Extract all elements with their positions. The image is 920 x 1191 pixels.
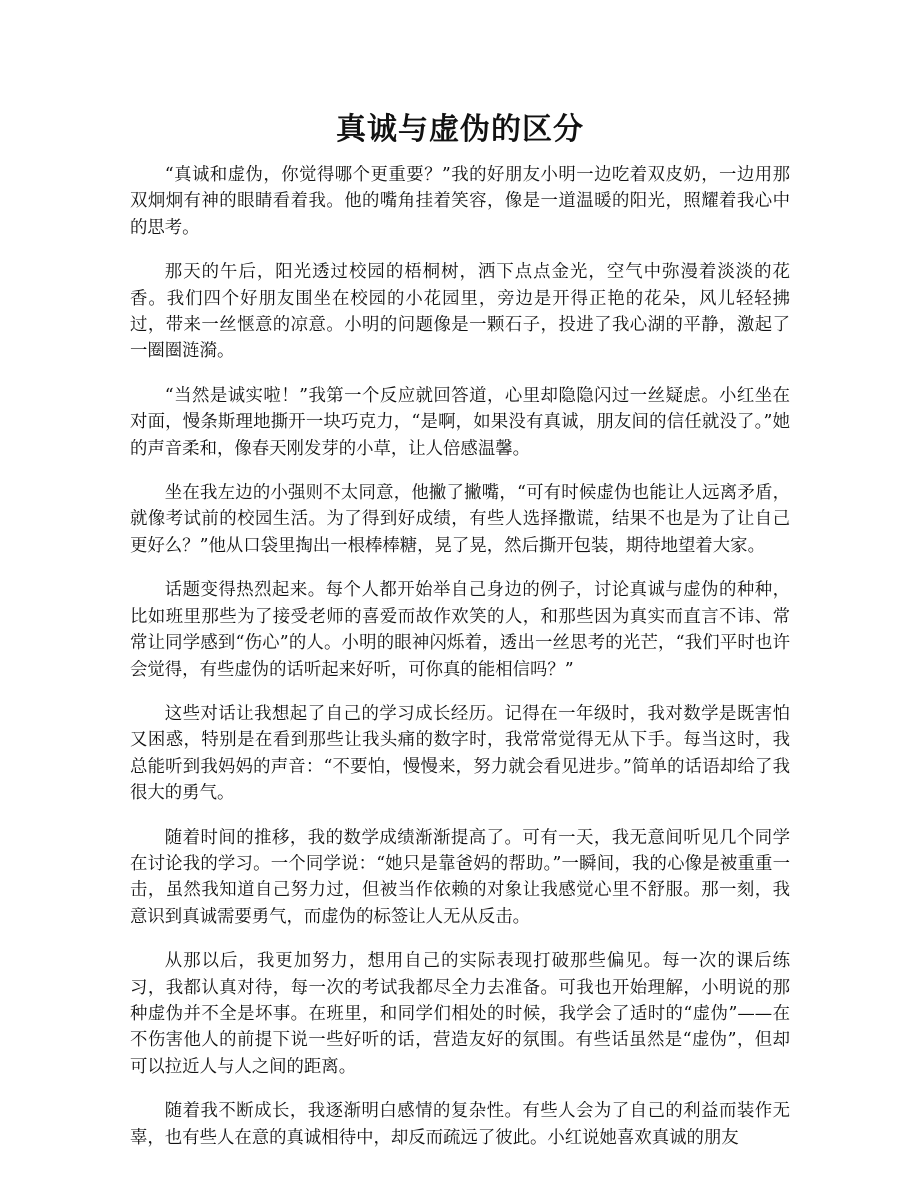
paragraph: 那天的午后，阳光透过校园的梧桐树，洒下点点金光，空气中弥漫着淡淡的花香。我们四个好朋友围坐在校园的小花园里，旁边是开得正艳的花朵，风儿轻轻拂过，带来一丝惬意的凉意。小明的问题像是一颗石子，投进了我心湖的平静，激起了一圈圈涟漪。 xyxy=(130,262,790,362)
paragraph: “当然是诚实啦！”我第一个反应就回答道，心里却隐隐闪过一丝疑虑。小红坐在对面，慢条斯理地撕开一块巧克力，“是啊，如果没有真诚，朋友间的信任就没了。”她的声音柔和，像春天刚发芽的小草，让人倍感温馨。 xyxy=(130,385,790,459)
paragraph: 坐在我左边的小强则不太同意，他撇了撇嘴，“可有时候虚伪也能让人远离矛盾，就像考试前的校园生活。为了得到好成绩，有些人选择撒谎，结果不也是为了让自己更好么？”他从口袋里掏出一根棒棒糖，晃了晃，然后撕开包装，期待地望着大家。 xyxy=(130,483,790,556)
paragraph: “真诚和虚伪，你觉得哪个更重要？”我的好朋友小明一边吃着双皮奶，一边用那双炯炯有神的眼睛看着我。他的嘴角挂着笑容，像是一道温暖的阳光，照耀着我心中的思考。 xyxy=(130,165,790,238)
paragraph: 这些对话让我想起了自己的学习成长经历。记得在一年级时，我对数学是既害怕又困惑，特别是在看到那些让我头痛的数字时，我常常觉得无从下手。每当这时，我总能听到我妈妈的声音：“不要怕，慢慢来，努力就会看见进步。”简单的话语却给了我很大的勇气。 xyxy=(130,703,790,804)
document-title: 真诚与虚伪的区分 xyxy=(336,112,584,147)
paragraph: 话题变得热烈起来。每个人都开始举自己身边的例子，讨论真诚与虚伪的种种，比如班里那些为了接受老师的喜爱而故作欢笑的人，和那些因为真实而直言不讳、常常让同学感到“伤心”的人。小明的眼神闪烁着，透出一丝思考的光芒，“我们平时也许会觉得，有些虚伪的话听起来好听，可你真的能相信吗？” xyxy=(130,580,790,680)
paragraph: 随着我不断成长，我逐渐明白感情的复杂性。有些人会为了自己的利益而装作无辜，也有些人在意的真诚相待中，却反而疏远了彼此。小红说她喜欢真诚的朋友 xyxy=(130,1101,790,1148)
paragraph: 随着时间的推移，我的数学成绩渐渐提高了。可有一天，我无意间听见几个同学在讨论我的学习。一个同学说：“她只是靠爸妈的帮助。”一瞬间，我的心像是被重重一击，虽然我知道自己努力过，但被当作依赖的对象让我感觉心里不舒服。那一刻，我意识到真诚需要勇气，而虚伪的标签让人无从反击。 xyxy=(130,827,790,927)
document-body xyxy=(130,162,790,1169)
paragraph: 从那以后，我更加努力，想用自己的实际表现打破那些偏见。每一次的课后练习，我都认真对待，每一次的考试我都尽全力去准备。可我也开始理解，小明说的那种虚伪并不全是坏事。在班里，和同学们相处的时候，我学会了适时的“虚伪”——在不伤害他人的前提下说一些好听的话，营造友好的氛围。有些话虽然是“虚伪”，但却可以拉近人与人之间的距离。 xyxy=(130,951,790,1077)
